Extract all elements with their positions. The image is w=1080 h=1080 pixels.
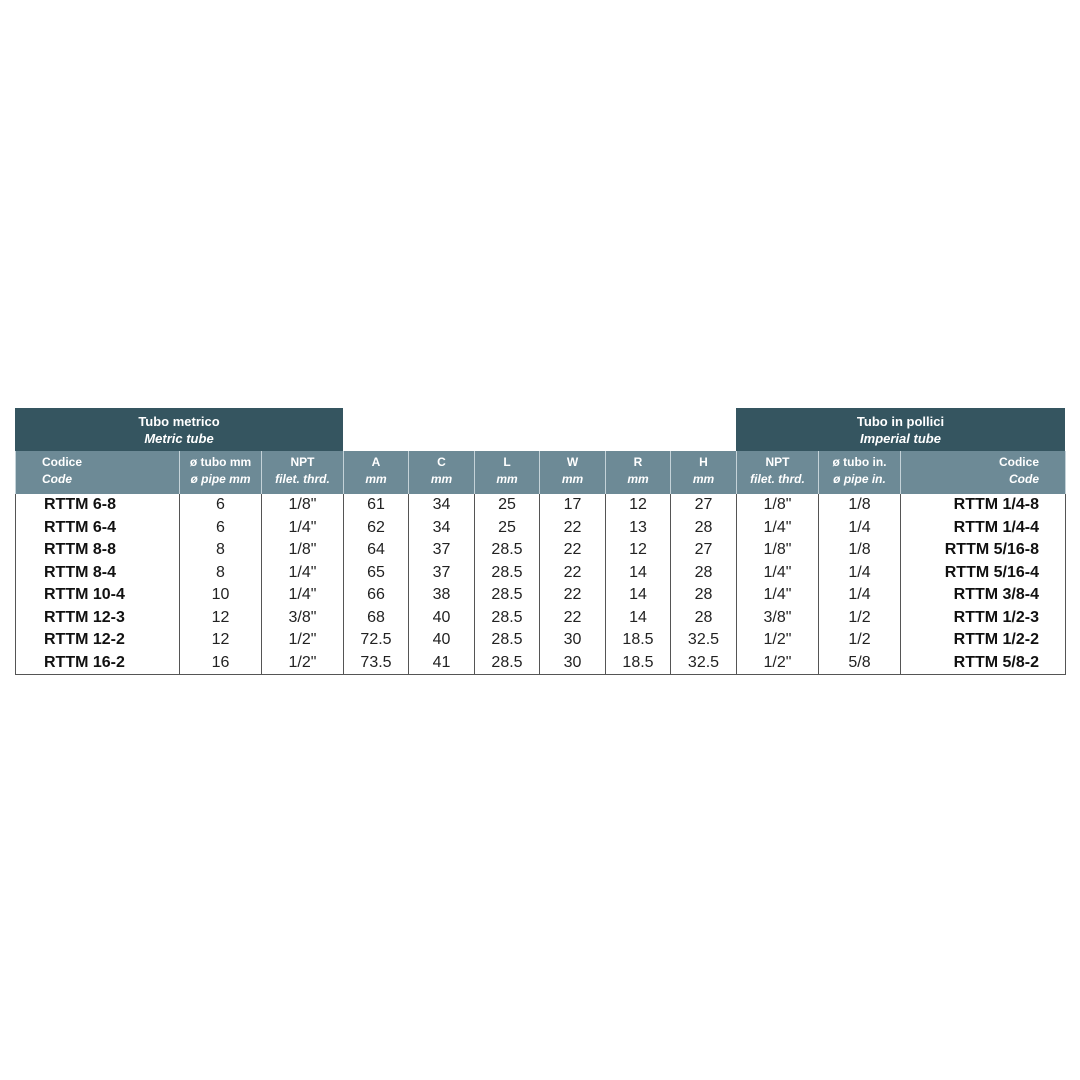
- cell-h: 28: [671, 607, 737, 630]
- cell-w: 22: [540, 539, 606, 562]
- cell-pipe-in: 1/4: [819, 562, 901, 585]
- cell-pipe-mm: 6: [180, 494, 262, 517]
- column-header-pipe-mm: [180, 451, 262, 494]
- column-sublabel: mm: [430, 472, 453, 486]
- cell-code-imperial: RTTM 3/8-4: [901, 584, 1066, 607]
- cell-r: 13: [606, 517, 671, 540]
- cell-w: 30: [540, 652, 606, 675]
- column-header-pipe-in: [819, 451, 901, 494]
- column-header-npt-metric: [262, 451, 344, 494]
- table-row: [16, 494, 1066, 517]
- cell-l: 28.5: [475, 539, 540, 562]
- column-header-l: [475, 451, 540, 494]
- cell-r: 14: [606, 584, 671, 607]
- column-sublabel: mm: [692, 472, 715, 486]
- cell-l: 28.5: [475, 562, 540, 585]
- column-sublabel: mm: [496, 472, 518, 486]
- cell-npt-imperial: 1/4": [737, 562, 819, 585]
- cell-npt-metric: 3/8": [262, 607, 344, 630]
- cell-r: 14: [606, 562, 671, 585]
- column-header-code-imperial: [901, 451, 1066, 494]
- column-label: ø tubo mm: [189, 455, 252, 469]
- table-row: [16, 584, 1066, 607]
- column-label: ø tubo in.: [832, 455, 887, 469]
- table-row: [16, 652, 1066, 675]
- column-label: A: [371, 455, 381, 469]
- cell-w: 22: [540, 584, 606, 607]
- table-row: [16, 539, 1066, 562]
- cell-h: 28: [671, 584, 737, 607]
- cell-code-metric: RTTM 6-4: [16, 517, 180, 540]
- cell-code-metric: RTTM 16-2: [16, 652, 180, 675]
- column-header-code-metric: [16, 451, 180, 494]
- column-sublabel: ø pipe mm: [190, 472, 251, 486]
- column-header-npt-imperial: [737, 451, 819, 494]
- cell-pipe-mm: 6: [180, 517, 262, 540]
- cell-code-imperial: RTTM 1/2-3: [901, 607, 1066, 630]
- cell-a: 73.5: [344, 652, 409, 675]
- column-header-row: [16, 451, 1066, 494]
- cell-c: 37: [409, 562, 475, 585]
- cell-npt-imperial: 1/4": [737, 584, 819, 607]
- cell-pipe-mm: 10: [180, 584, 262, 607]
- cell-a: 66: [344, 584, 409, 607]
- column-sublabel: mm: [561, 472, 584, 486]
- column-label: NPT: [290, 455, 315, 469]
- cell-npt-imperial: 1/8": [737, 539, 819, 562]
- cell-a: 68: [344, 607, 409, 630]
- column-header-w: [540, 451, 606, 494]
- cell-r: 12: [606, 539, 671, 562]
- cell-pipe-mm: 16: [180, 652, 262, 675]
- cell-pipe-in: 5/8: [819, 652, 901, 675]
- cell-h: 28: [671, 517, 737, 540]
- cell-pipe-mm: 8: [180, 562, 262, 585]
- cell-h: 27: [671, 494, 737, 517]
- cell-h: 28: [671, 562, 737, 585]
- metric-tube-header: [15, 408, 343, 451]
- cell-code-imperial: RTTM 1/2-2: [901, 629, 1066, 652]
- column-label: C: [437, 455, 446, 469]
- cell-npt-metric: 1/8": [262, 539, 344, 562]
- cell-pipe-in: 1/2: [819, 607, 901, 630]
- metric-tube-subtitle: Metric tube: [144, 431, 214, 446]
- imperial-tube-subtitle: Imperial tube: [860, 431, 941, 446]
- cell-pipe-in: 1/2: [819, 629, 901, 652]
- cell-w: 30: [540, 629, 606, 652]
- column-label: Codice: [42, 455, 83, 469]
- column-label: H: [699, 455, 708, 469]
- cell-pipe-in: 1/4: [819, 517, 901, 540]
- table-body: [16, 494, 1066, 674]
- cell-code-metric: RTTM 12-3: [16, 607, 180, 630]
- column-sublabel: filet. thrd.: [750, 472, 805, 486]
- table-row: [16, 517, 1066, 540]
- cell-c: 34: [409, 517, 475, 540]
- cell-code-metric: RTTM 8-8: [16, 539, 180, 562]
- cell-pipe-mm: 12: [180, 607, 262, 630]
- cell-pipe-mm: 12: [180, 629, 262, 652]
- table-row: [16, 629, 1066, 652]
- cell-c: 40: [409, 629, 475, 652]
- column-header-h: [671, 451, 737, 494]
- cell-pipe-in: 1/8: [819, 494, 901, 517]
- cell-w: 22: [540, 562, 606, 585]
- table-row: [16, 607, 1066, 630]
- cell-l: 28.5: [475, 607, 540, 630]
- cell-a: 64: [344, 539, 409, 562]
- table-row: [16, 562, 1066, 585]
- column-header-c: [409, 451, 475, 494]
- cell-c: 41: [409, 652, 475, 675]
- cell-c: 38: [409, 584, 475, 607]
- cell-npt-imperial: 1/4": [737, 517, 819, 540]
- cell-code-imperial: RTTM 5/16-8: [901, 539, 1066, 562]
- cell-h: 32.5: [671, 629, 737, 652]
- cell-npt-imperial: 1/2": [737, 629, 819, 652]
- cell-a: 65: [344, 562, 409, 585]
- column-sublabel: mm: [627, 472, 649, 486]
- column-header-r: [606, 451, 671, 494]
- cell-a: 61: [344, 494, 409, 517]
- cell-pipe-in: 1/4: [819, 584, 901, 607]
- cell-c: 40: [409, 607, 475, 630]
- cell-npt-metric: 1/8": [262, 494, 344, 517]
- cell-npt-imperial: 1/8": [737, 494, 819, 517]
- cell-npt-metric: 1/2": [262, 652, 344, 675]
- cell-a: 72.5: [344, 629, 409, 652]
- cell-h: 32.5: [671, 652, 737, 675]
- column-sublabel: Code: [1009, 472, 1039, 486]
- cell-npt-imperial: 1/2": [737, 652, 819, 675]
- metric-tube-title: Tubo metrico: [138, 414, 220, 429]
- cell-code-imperial: RTTM 1/4-4: [901, 517, 1066, 540]
- cell-code-metric: RTTM 10-4: [16, 584, 180, 607]
- column-sublabel: Code: [42, 472, 72, 486]
- column-label: L: [503, 455, 511, 469]
- cell-a: 62: [344, 517, 409, 540]
- column-label: NPT: [765, 455, 790, 469]
- cell-npt-metric: 1/2": [262, 629, 344, 652]
- cell-code-metric: RTTM 6-8: [16, 494, 180, 517]
- cell-code-metric: RTTM 8-4: [16, 562, 180, 585]
- cell-c: 34: [409, 494, 475, 517]
- column-label: W: [566, 455, 579, 469]
- cell-code-metric: RTTM 12-2: [16, 629, 180, 652]
- cell-npt-imperial: 3/8": [737, 607, 819, 630]
- cell-h: 27: [671, 539, 737, 562]
- cell-npt-metric: 1/4": [262, 584, 344, 607]
- cell-l: 28.5: [475, 652, 540, 675]
- cell-w: 22: [540, 607, 606, 630]
- column-sublabel: filet. thrd.: [275, 472, 330, 486]
- cell-r: 18.5: [606, 629, 671, 652]
- column-header-a: [344, 451, 409, 494]
- cell-npt-metric: 1/4": [262, 562, 344, 585]
- cell-r: 18.5: [606, 652, 671, 675]
- cell-l: 28.5: [475, 629, 540, 652]
- cell-l: 25: [475, 517, 540, 540]
- cell-code-imperial: RTTM 1/4-8: [901, 494, 1066, 517]
- dimensions-table: [15, 451, 1066, 675]
- cell-pipe-in: 1/8: [819, 539, 901, 562]
- cell-pipe-mm: 8: [180, 539, 262, 562]
- column-label: Codice: [998, 455, 1039, 469]
- cell-l: 28.5: [475, 584, 540, 607]
- column-label: R: [633, 455, 643, 469]
- cell-code-imperial: RTTM 5/16-4: [901, 562, 1066, 585]
- cell-code-imperial: RTTM 5/8-2: [901, 652, 1066, 675]
- imperial-tube-title: Tubo in pollici: [856, 414, 945, 429]
- cell-w: 17: [540, 494, 606, 517]
- cell-r: 12: [606, 494, 671, 517]
- cell-w: 22: [540, 517, 606, 540]
- cell-l: 25: [475, 494, 540, 517]
- column-sublabel: mm: [365, 472, 387, 486]
- cell-c: 37: [409, 539, 475, 562]
- column-sublabel: ø pipe in.: [833, 472, 886, 486]
- cell-npt-metric: 1/4": [262, 517, 344, 540]
- cell-r: 14: [606, 607, 671, 630]
- imperial-tube-header: [736, 408, 1065, 451]
